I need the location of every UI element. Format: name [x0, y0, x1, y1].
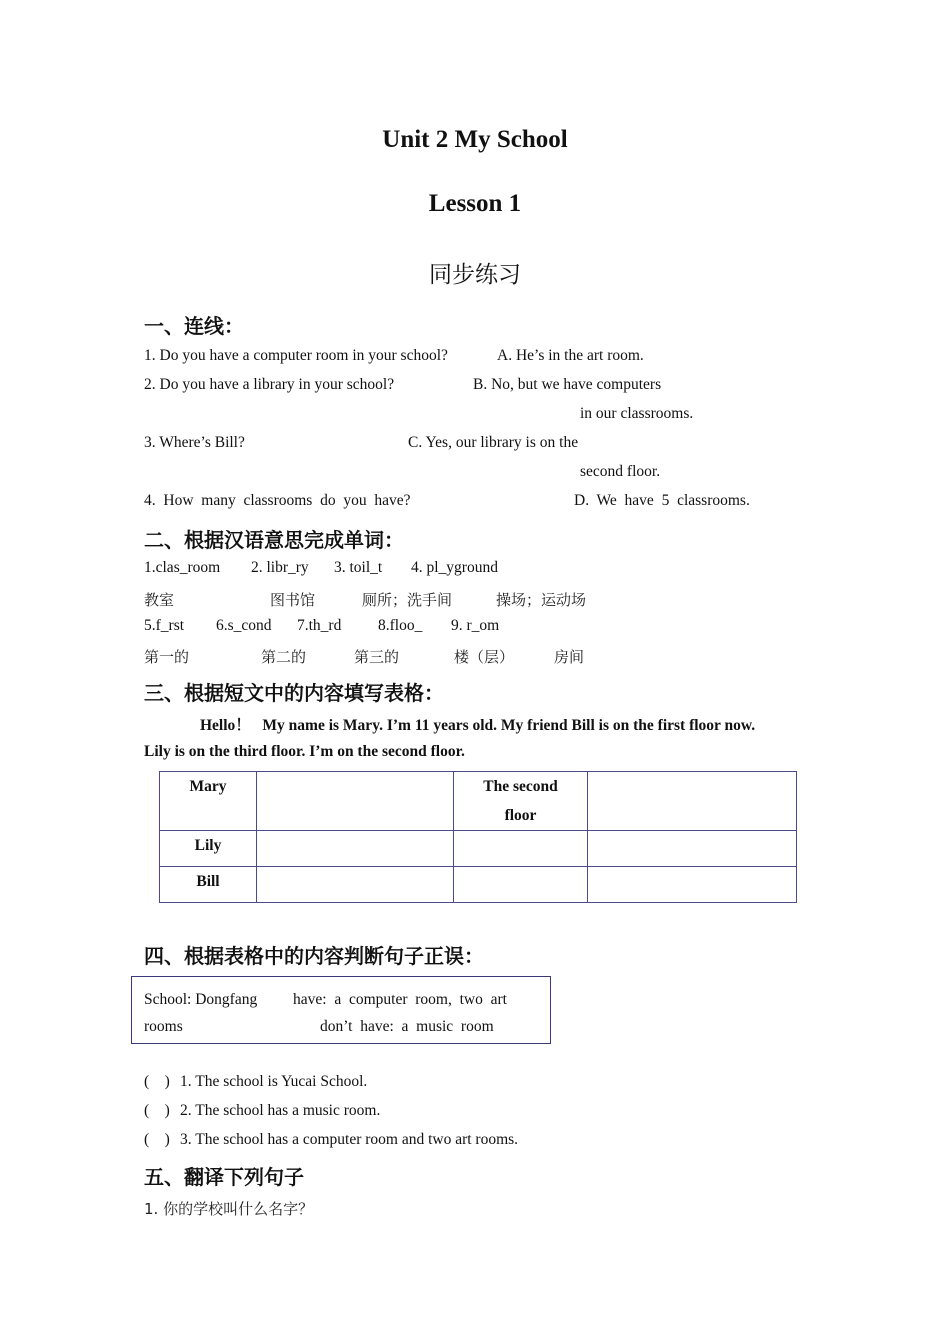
word-4: 4. pl_yground — [411, 559, 498, 576]
table-row — [160, 867, 797, 903]
section-5-heading: 五、翻译下列句子 — [144, 1165, 304, 1189]
table-cell-blank[interactable] — [454, 831, 588, 867]
judge-bracket-2[interactable]: ( ) — [144, 1102, 170, 1119]
judge-statement-3: 3. The school has a computer room and two art rooms. — [180, 1131, 519, 1148]
word-2: 2. libr_ry — [251, 559, 309, 576]
meaning-6: 第二的 — [261, 648, 307, 666]
table-row — [160, 772, 797, 831]
meaning-1: 教室 — [144, 591, 175, 609]
word-7: 7.th_rd — [297, 617, 342, 634]
match-question-4: 4. How many classrooms do you have? — [144, 492, 411, 509]
school-info-box — [131, 976, 551, 1044]
word-8: 8.floo_ — [378, 617, 423, 634]
match-answer-c: C. Yes, our library is on the — [408, 434, 579, 451]
match-question-2: 2. Do you have a library in your school? — [144, 376, 395, 393]
table-cell-name: Mary — [160, 772, 257, 831]
word-5: 5.f_rst — [144, 617, 185, 634]
section-3-heading: 三、根据短文中的内容填写表格： — [144, 681, 444, 705]
info-have: have: a computer room, two art — [293, 991, 507, 1008]
judge-statement-1: 1. The school is Yucai School. — [180, 1073, 368, 1090]
table-cell-blank[interactable] — [257, 772, 454, 831]
section-4-heading: 四、根据表格中的内容判断句子正误： — [144, 944, 484, 968]
meaning-2: 图书馆 — [270, 591, 316, 609]
section-2-heading: 二、根据汉语意思完成单词： — [144, 528, 404, 552]
word-3: 3. toil_t — [334, 559, 383, 576]
judge-bracket-1[interactable]: ( ) — [144, 1073, 170, 1090]
word-1: 1.clas_room — [144, 559, 221, 576]
match-answer-b-cont: in our classrooms. — [580, 405, 694, 422]
match-question-1: 1. Do you have a computer room in your school? — [144, 347, 448, 364]
match-answer-d: D. We have 5 classrooms. — [574, 492, 750, 509]
judge-bracket-3[interactable]: ( ) — [144, 1131, 170, 1148]
passage-line-2: Lily is on the third floor. I’m on the second floor. — [144, 743, 465, 760]
table-cell-blank[interactable] — [588, 867, 797, 903]
match-answer-c-cont: second floor. — [580, 463, 661, 480]
meaning-8: 楼（层） — [454, 648, 515, 666]
word-6: 6.s_cond — [216, 617, 272, 634]
table-cell-name: Lily — [160, 831, 257, 867]
table-cell-blank[interactable] — [257, 831, 454, 867]
match-answer-b: B. No, but we have computers — [473, 376, 662, 393]
document-title: Unit 2 My School — [382, 126, 568, 153]
fill-table — [159, 771, 797, 903]
table-cell-name: Bill — [160, 867, 257, 903]
table-cell-blank[interactable] — [588, 772, 797, 831]
table-cell-blank[interactable] — [588, 831, 797, 867]
meaning-5: 第一的 — [144, 648, 190, 666]
meaning-7: 第三的 — [354, 648, 400, 666]
meaning-3: 厕所；洗手间 — [362, 591, 453, 609]
info-school: School: Dongfang — [144, 991, 258, 1008]
section-1-heading: 一、连线： — [144, 314, 244, 338]
info-rooms: rooms — [144, 1018, 183, 1035]
table-row — [160, 831, 797, 867]
table-cell-blank[interactable] — [257, 867, 454, 903]
meaning-4: 操场；运动场 — [496, 591, 587, 609]
lesson-title: Lesson 1 — [428, 190, 522, 217]
match-answer-a: A. He’s in the art room. — [497, 347, 644, 364]
table-cell-floor: The second floor — [454, 772, 588, 831]
translate-item-1: 1. 你的学校叫什么名字？ — [144, 1200, 314, 1218]
info-dont-have: don’t have: a music room — [320, 1018, 494, 1035]
meaning-9: 房间 — [554, 648, 585, 666]
judge-statement-2: 2. The school has a music room. — [180, 1102, 381, 1119]
practice-title: 同步练习 — [429, 262, 521, 288]
table-cell-blank[interactable] — [454, 867, 588, 903]
match-question-3: 3. Where’s Bill? — [144, 434, 245, 451]
passage-line-1: Hello！ My name is Mary. I’m 11 years old. My friend Bill is on the first floor now. — [200, 717, 756, 734]
word-9: 9. r_om — [451, 617, 500, 634]
